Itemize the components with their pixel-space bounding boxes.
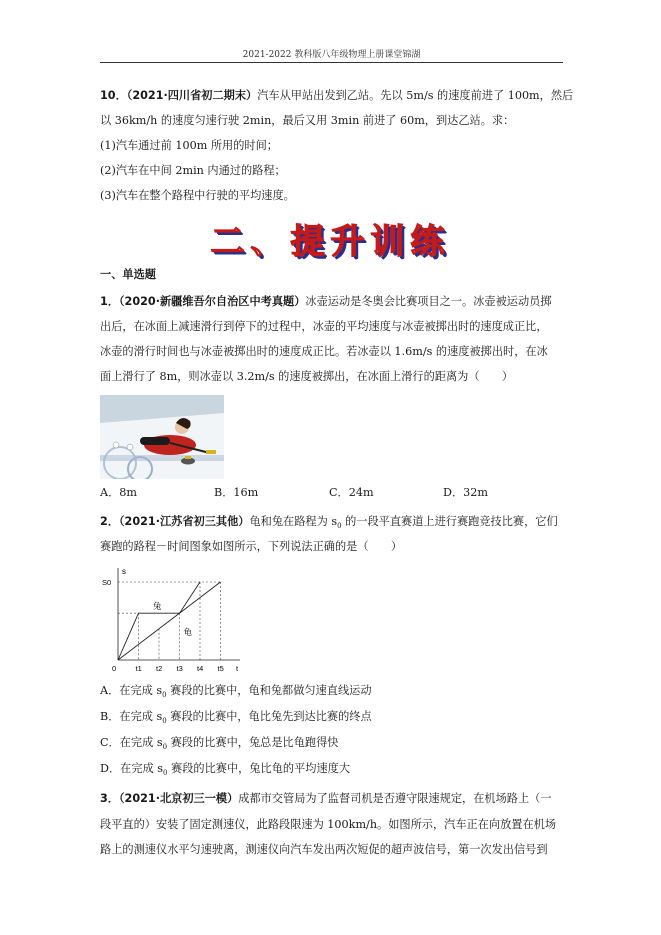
q3-text1: 成都市交管局为了监督司机是否遵守限速规定，在机场路上（一 (238, 792, 552, 805)
series-line-1 (118, 582, 221, 660)
series-line-0 (118, 582, 200, 660)
q2-c-sub: 0 (162, 743, 168, 752)
race-chart (100, 564, 245, 674)
q1-line2: 出后，在冰面上减速滑行到停下的过程中，冰壶的平均速度与冰壶被掷出时的速度成正比， (100, 320, 548, 333)
x-tick-4: t4 (197, 664, 204, 673)
q1-option-b[interactable]: B．16m (214, 486, 259, 499)
q10-sub1: (1)汽车通过前 100m 所用的时间； (100, 139, 278, 152)
q2-a-post: 赛段的比赛中，龟和兔都做匀速直线运动 (166, 684, 372, 697)
q2-line2: 赛跑的路程－时间图象如图所示，下列说法正确的是（ ） (100, 540, 403, 553)
q1-option-a[interactable]: A．8m (100, 486, 137, 499)
q3-line1 (100, 786, 565, 811)
x-tick-1: t1 (135, 664, 142, 673)
q2-b-pre: B．在完成 s (100, 710, 163, 723)
curling-photo (100, 395, 224, 479)
label-rabbit: 兔 (153, 602, 162, 613)
label-turtle: 龟 (183, 627, 193, 638)
q2-text1b: 的一段平直赛道上进行赛跑竞技比赛，它们 (341, 515, 558, 528)
q1-line3: 冰壶的滑行时间也与冰壶被掷出时的速度成正比。若冰壶以 1.6m/s 的速度被掷出时，在冰 (100, 345, 548, 358)
q10-sub2: (2)汽车在中间 2min 内通过的路程； (100, 164, 286, 177)
q10-text1: 汽车从甲站出发到乙站。先以 5m/s 的速度前进了 100m，然后 (257, 89, 574, 102)
q2-a-pre: A．在完成 s (100, 684, 163, 697)
q2-b-sub: 0 (162, 717, 167, 726)
x-tick-5: t5 (217, 664, 224, 673)
section-title: 二、提升训练 (210, 222, 451, 262)
q1-source: 1．（2020·新疆维吾尔自治区中考真题） (100, 295, 306, 308)
q3-line3: 路上的测速仪水平匀速驶离，测速仪向汽车发出两次短促的超声波信号，第一次发出信号到 (100, 843, 548, 856)
q3-line2: 段平直的）安装了固定测速仪，此路段限速为 100km/h。如图所示，汽车正在向放置在机场 (100, 818, 557, 831)
q1-option-d[interactable]: D．32m (443, 486, 489, 499)
x-tick-0: 0 (112, 664, 117, 673)
y-axis-label: s (122, 567, 126, 576)
q3-source: 3．（2021·北京初三一模） (100, 792, 239, 805)
x-tick-3: t3 (176, 664, 183, 673)
q2-d-post: 赛段的比赛中，兔比龟的平均速度大 (167, 762, 351, 775)
q2-c-pre: C．在完成 s (100, 736, 163, 749)
q2-c-post: 赛段的比赛中，兔总是比龟跑得快 (167, 736, 339, 749)
q2-b-post: 赛段的比赛中，龟比兔先到达比赛的终点 (166, 710, 372, 723)
q2-d-sub: 0 (163, 769, 168, 778)
page-header: 2021-2022 教科版八年级物理上册课堂锦湖 (242, 50, 421, 60)
q10-line1 (100, 83, 574, 108)
y-tick-s0: S0 (102, 578, 112, 587)
q2-a-sub: 0 (162, 691, 167, 700)
q1-text1: 冰壶运动是冬奥会比赛项目之一。冰壶被运动员掷 (305, 295, 552, 308)
x-tick-6: t (236, 664, 239, 673)
x-tick-2: t2 (156, 664, 163, 673)
q10-line2: 以 36km/h 的速度匀速行驶 2min，最后又用 3min 前进了 60m，到达乙站。求： (100, 114, 515, 127)
q10-source: 10．（2021·四川省初二期末） (100, 89, 258, 102)
q2-sub0: 0 (337, 522, 342, 531)
q2-option-d[interactable] (100, 756, 565, 786)
section-subtitle: 一、单选题 (100, 268, 156, 281)
q2-d-pre: D．在完成 s (100, 762, 164, 775)
q2-text1a: 龟和兔在路程为 s (249, 515, 338, 528)
q1-line4: 面上滑行了 8m，则冰壶以 3.2m/s 的速度被掷出，在冰面上滑行的距离为（ ） (100, 370, 514, 383)
q1-line1 (100, 289, 565, 314)
q2-source: 2．（2021·江苏省初三其他） (100, 515, 250, 528)
q1-option-c[interactable]: C．24m (329, 486, 374, 499)
header-rule (100, 62, 563, 63)
q10-sub3: (3)汽车在整个路程中行驶的平均速度。 (100, 189, 295, 202)
